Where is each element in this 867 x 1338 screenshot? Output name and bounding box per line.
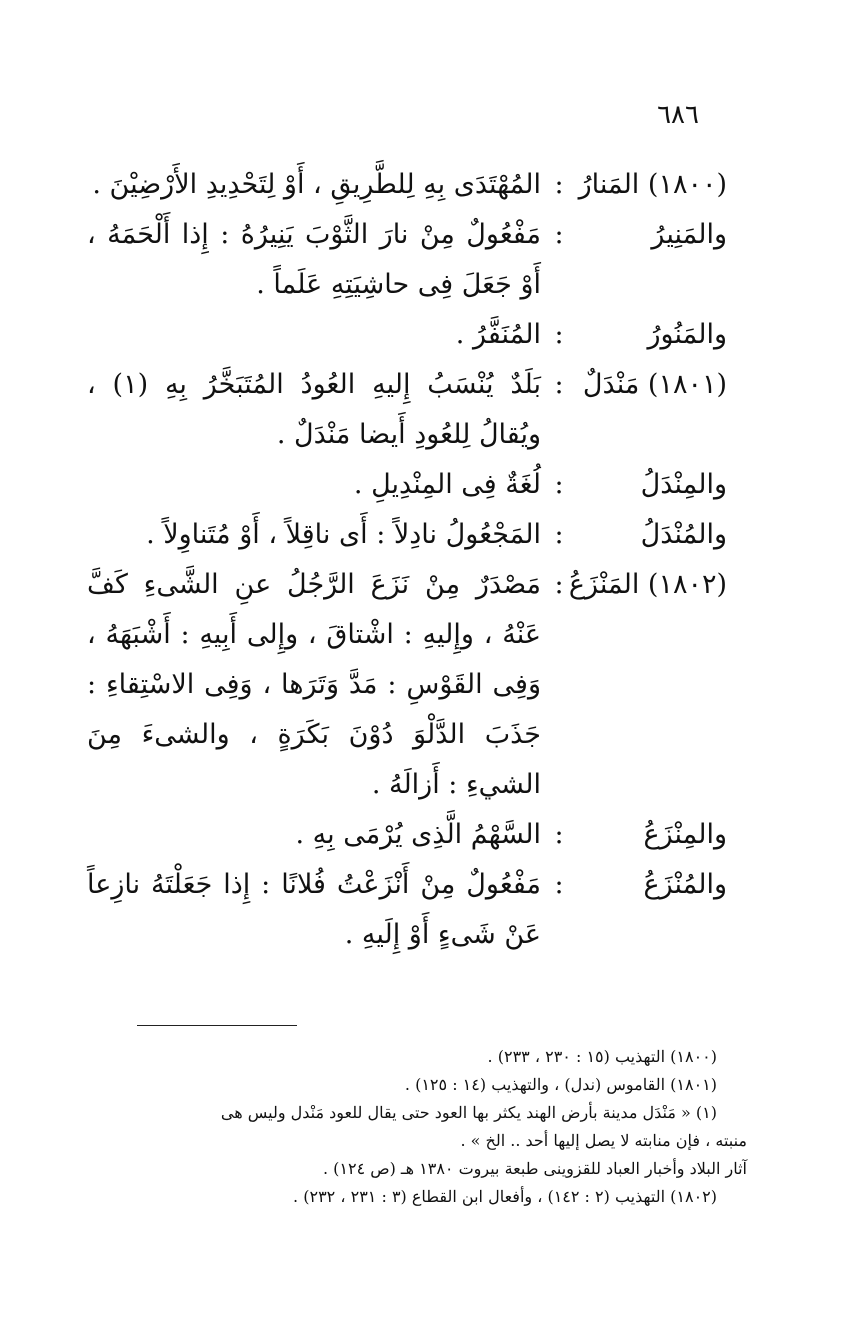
entry-definition: السَّهْمُ الَّذِى يُرْمَى بِهِ . bbox=[295, 819, 541, 850]
entry-definition: المَجْعُولُ نادِلاً : أَى ناقِلاً ، أَوْ مُتَناوِلاً . bbox=[146, 519, 541, 550]
entry-definition: لُغَةٌ فِى المِنْدِيلِ . bbox=[353, 469, 541, 500]
footnote: (١٨٠٢) التهذيب (٢ : ١٤٢) ، وأفعال ابن القطاع (٣ : ٢٣١ ، ٢٣٢) . bbox=[293, 1187, 717, 1206]
footnotes bbox=[57, 1043, 747, 1211]
entry-headword: والمَنُورُ bbox=[647, 319, 727, 350]
entry-definition: بَلَدٌ يُنْسَبُ إِليهِ العُودُ المُتَبَخَّرُ بِهِ (١) ، ويُقالُ لِلعُودِ أَيضا مَنْدَلٌ . bbox=[87, 369, 541, 450]
entry-definition: مَفْعُولٌ مِنْ أَنْزَعْتُ فُلانًا : إِذا جَعَلْتَهُ نازِعاً عَنْ شَىءٍ أَوْ إِلَيهِ . bbox=[87, 869, 541, 950]
entry bbox=[87, 510, 727, 560]
entry-headword: (١٨٠٢) المَنْزَعُ bbox=[568, 569, 727, 600]
entry bbox=[87, 210, 727, 310]
entry bbox=[87, 560, 727, 810]
entry-separator: : bbox=[554, 169, 564, 200]
entry bbox=[87, 460, 727, 510]
entry-definition: المُنَفَّرُ . bbox=[455, 319, 541, 350]
entry-headword: والمِنْزَعُ bbox=[643, 819, 727, 850]
entry-separator: : bbox=[554, 469, 564, 500]
entry-headword: والمَنِيرُ bbox=[651, 219, 727, 250]
entry-separator: : bbox=[554, 369, 564, 400]
entry-separator: : bbox=[554, 519, 564, 550]
entry-headword: (١٨٠١) مَنْدَلٌ bbox=[582, 369, 727, 400]
entry-headword: والمِنْدَلُ bbox=[640, 469, 727, 500]
entry bbox=[87, 810, 727, 860]
footnote: منبته ، فإن منابته لا يصل إليها أحد .. الخ » . bbox=[460, 1131, 747, 1150]
footnote: آثار البلاد وأخبار العباد للقزوينى طبعة بيروت ١٣٨٠ هـ (ص ١٢٤) . bbox=[322, 1159, 747, 1178]
dictionary-entries bbox=[87, 160, 727, 960]
entry-definition: مَفْعُولٌ مِنْ نارَ الثَّوْبَ يَنِيرُهُ : إِذا أَلْحَمَهُ ، أَوْ جَعَلَ فِى حاشِيَتِهِ عَلَماً . bbox=[87, 219, 541, 300]
footnote: (١٨٠٠) التهذيب (١٥ : ٢٣٠ ، ٢٣٣) . bbox=[487, 1047, 717, 1066]
entry-definition: مَصْدَرٌ مِنْ نَزَعَ الرَّجُلُ عنِ الشَّىءِ كَفَّ عَنْهُ ، وإِليهِ : اشْتاقَ ، وإِلى أَبِيهِ : أَشْبَهَهُ ، وَفِى القَوْسِ : مَدَّ وَتَرَها ، وَفِى الاسْتِقاءِ : جَذَبَ الدَّلْوَ دُوْنَ بَكَرَةٍ ، والشىءَ مِنَ الشيءِ : أَزالَهُ . bbox=[87, 569, 541, 800]
entry-separator: : bbox=[554, 569, 564, 600]
footnote: (١٨٠١) القاموس (ندل) ، والتهذيب (١٤ : ١٢٥) . bbox=[404, 1075, 717, 1094]
entry-separator: : bbox=[554, 819, 564, 850]
page-number: ٦٨٦ bbox=[657, 100, 699, 130]
entry-headword: والمُنْدَلُ bbox=[640, 519, 727, 550]
entry-separator: : bbox=[554, 219, 564, 250]
entry-headword: (١٨٠٠) المَنارُ bbox=[578, 169, 727, 200]
entry-definition: المُهْتَدَى بِهِ لِلطَّرِيقِ ، أَوْ لِتَحْدِيدِ الأَرْضِيْنَ . bbox=[92, 169, 541, 200]
entry-separator: : bbox=[554, 869, 564, 900]
entry bbox=[87, 160, 727, 210]
entry bbox=[87, 310, 727, 360]
entry-separator: : bbox=[554, 319, 564, 350]
entry bbox=[87, 860, 727, 960]
footnote-divider bbox=[137, 1025, 297, 1026]
footnote: (١) « مَنْدَل مدينة بأرض الهند يكثر بها العود حتى يقال للعود مَنْدل وليس هى bbox=[220, 1103, 717, 1122]
entry bbox=[87, 360, 727, 460]
entry-headword: والمُنْزَعُ bbox=[643, 869, 727, 900]
